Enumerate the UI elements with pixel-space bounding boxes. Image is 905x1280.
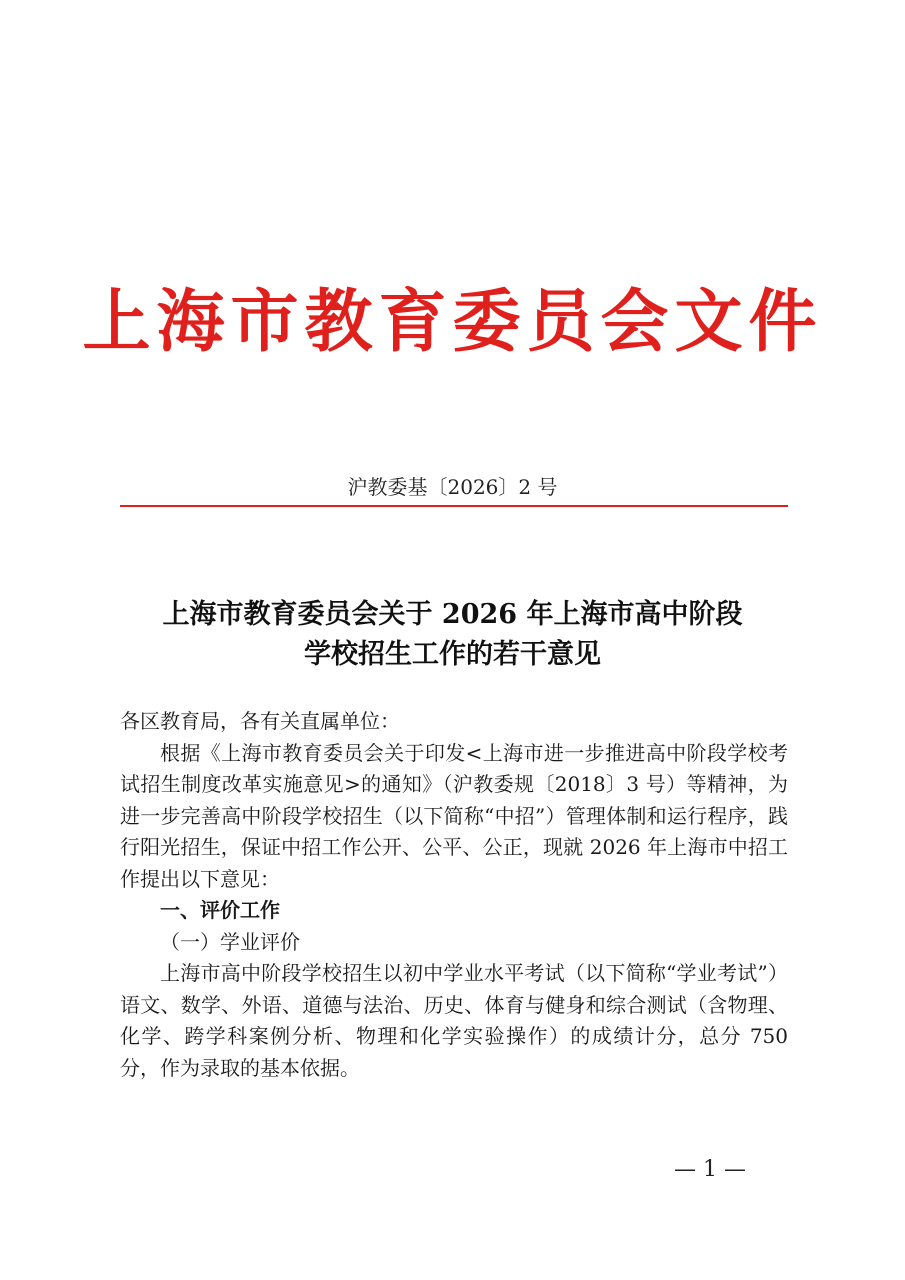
salutation: 各区教育局，各有关直属单位： xyxy=(120,709,400,733)
section-heading: 一、评价工作 xyxy=(160,898,280,922)
red-divider-line xyxy=(120,505,788,507)
body-paragraph: 上海市高中阶段学校招生以初中学业水平考试（以下简称“学业考试”）语文、数学、外语、道德与法治、历史、体育与健身和综合测试（含物理、化学、跨学科案例分析、物理和化学实验操作）的成绩计分，总分 750 分，作为录取的基本依据。 xyxy=(120,961,788,1080)
document-title-line-1: 上海市教育委员会关于 2026 年上海市高中阶段 xyxy=(162,599,743,630)
document-number: 沪教委基〔2026〕2 号 xyxy=(347,475,558,499)
subsection-heading: （一）学业评价 xyxy=(160,929,300,954)
issuing-authority-header: 上海市教育委员会文件 xyxy=(82,282,823,362)
document-title-line-2: 学校招生工作的若干意见 xyxy=(304,639,601,670)
intro-paragraph: 根据《上海市教育委员会关于印发<上海市进一步推进高中阶段学校考试招生制度改革实施意见>的通知》（沪教委规〔2018〕3 号）等精神，为进一步完善高中阶段学校招生（以下简称“中招”）管理体制和运行程序，践行阳光招生，保证中招工作公开、公平、公正，现就 2026 年上海市中招工作提出以下意见： xyxy=(120,740,788,891)
document-body xyxy=(120,706,788,1084)
document-title xyxy=(0,595,905,675)
page-number: — 1 — xyxy=(674,1157,746,1182)
